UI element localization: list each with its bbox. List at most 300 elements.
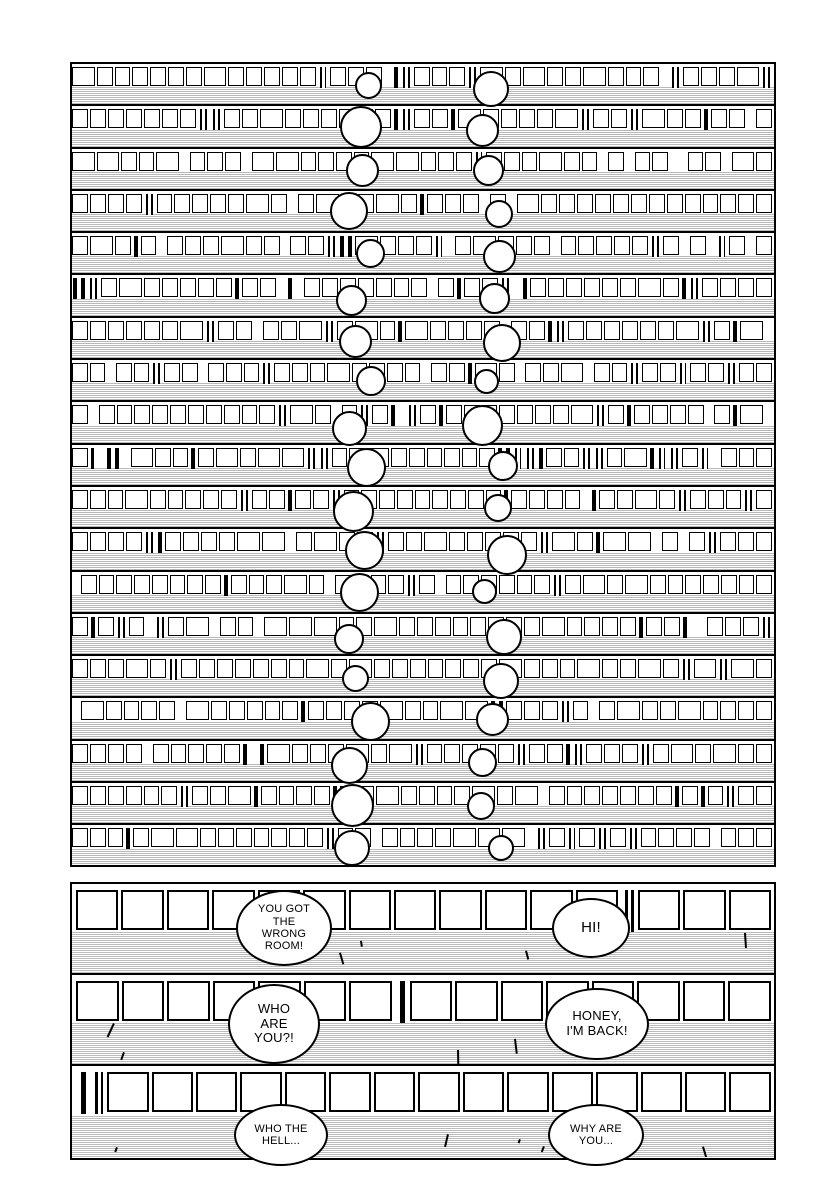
window xyxy=(635,152,651,171)
window xyxy=(507,1072,548,1112)
building-pillar xyxy=(394,67,398,88)
window xyxy=(449,363,465,382)
window xyxy=(224,109,240,128)
window xyxy=(267,744,290,763)
window xyxy=(642,363,658,382)
window xyxy=(610,828,626,847)
speech-balloon-who-the-hell xyxy=(234,1104,328,1166)
window xyxy=(76,890,118,930)
window xyxy=(224,405,240,424)
wall-gap xyxy=(527,828,536,849)
window xyxy=(446,405,462,424)
building-pillar xyxy=(679,490,686,511)
speech-balloon-who-are-you xyxy=(228,984,320,1064)
window xyxy=(708,786,724,805)
building-pillar xyxy=(95,1072,103,1114)
balcony-circle xyxy=(336,285,367,316)
building-pillar xyxy=(763,617,770,638)
building-pillar xyxy=(451,109,455,130)
window xyxy=(167,236,183,255)
wall-gap xyxy=(653,532,662,553)
window xyxy=(420,405,436,424)
window xyxy=(602,617,618,636)
building-pillar xyxy=(457,278,461,299)
wall-gap xyxy=(747,109,756,130)
wall-band xyxy=(72,130,774,147)
window-row xyxy=(72,532,774,553)
window xyxy=(211,701,227,720)
window xyxy=(690,363,706,382)
balcony-circle xyxy=(476,703,509,736)
window xyxy=(431,363,447,382)
window xyxy=(174,194,190,213)
window-row-closeup xyxy=(72,1072,774,1114)
window xyxy=(739,363,755,382)
window xyxy=(549,828,565,847)
wall-band xyxy=(72,214,774,231)
window xyxy=(301,152,317,171)
building-pillar xyxy=(409,405,416,426)
window xyxy=(90,490,106,509)
window xyxy=(394,278,410,297)
window xyxy=(584,617,600,636)
wall-gap xyxy=(287,532,296,553)
window xyxy=(646,617,662,636)
window xyxy=(524,701,540,720)
wall-gap xyxy=(712,448,721,469)
wall-gap xyxy=(90,405,99,426)
window xyxy=(567,786,583,805)
window xyxy=(99,405,115,424)
window xyxy=(168,67,184,86)
window xyxy=(419,575,435,594)
window xyxy=(72,109,88,128)
building-floor xyxy=(72,149,774,191)
window xyxy=(152,405,168,424)
window xyxy=(663,278,679,297)
window xyxy=(756,828,772,847)
window-row xyxy=(72,278,774,299)
wall-gap xyxy=(517,363,526,384)
window xyxy=(117,405,133,424)
window xyxy=(221,490,237,509)
window xyxy=(394,890,436,930)
window xyxy=(543,363,559,382)
window xyxy=(208,363,224,382)
window xyxy=(573,701,589,720)
window xyxy=(157,194,173,213)
window xyxy=(438,278,454,297)
window xyxy=(449,532,465,551)
window xyxy=(322,278,338,297)
window xyxy=(330,67,346,86)
building-pillar xyxy=(518,744,525,765)
window xyxy=(249,575,265,594)
window xyxy=(258,448,280,467)
window xyxy=(423,701,439,720)
window xyxy=(501,109,517,128)
balcony-circle xyxy=(356,366,386,396)
window xyxy=(292,744,308,763)
window xyxy=(620,278,636,297)
window xyxy=(224,744,240,763)
building-pillar xyxy=(126,828,130,849)
building-pillar xyxy=(91,617,95,638)
window xyxy=(614,236,630,255)
building-pillar xyxy=(683,617,687,638)
window xyxy=(728,981,771,1021)
window xyxy=(756,109,772,128)
window xyxy=(144,109,160,128)
building-pillar xyxy=(575,744,582,765)
window xyxy=(702,278,718,297)
window xyxy=(444,448,460,467)
building-pillar xyxy=(224,575,228,596)
window xyxy=(281,321,297,340)
window xyxy=(289,828,305,847)
building-pillar xyxy=(191,448,195,469)
balcony-circle xyxy=(340,106,382,148)
window xyxy=(719,67,735,86)
window xyxy=(694,659,717,678)
window xyxy=(449,67,465,86)
window xyxy=(560,659,576,678)
building-pillar xyxy=(631,363,638,384)
window-row xyxy=(72,490,774,511)
window xyxy=(756,194,772,213)
window xyxy=(466,321,482,340)
window xyxy=(108,828,124,847)
building-pillar xyxy=(596,532,600,553)
window xyxy=(282,701,298,720)
window xyxy=(731,659,754,678)
window xyxy=(126,109,142,128)
balcony-circle xyxy=(487,535,527,575)
window xyxy=(264,236,280,255)
window xyxy=(676,828,692,847)
building-pillar xyxy=(672,67,679,88)
window xyxy=(631,194,647,213)
window xyxy=(456,152,472,171)
window xyxy=(534,575,550,594)
window xyxy=(608,152,624,171)
building-pillar xyxy=(73,278,77,299)
window xyxy=(155,448,171,467)
window xyxy=(470,617,486,636)
window xyxy=(582,152,598,171)
building-pillar xyxy=(213,109,220,130)
window xyxy=(652,152,668,171)
window xyxy=(695,744,711,763)
window xyxy=(150,67,166,86)
window xyxy=(285,109,301,128)
window xyxy=(729,109,745,128)
building-pillar xyxy=(308,448,315,469)
wall-band xyxy=(72,256,774,273)
window xyxy=(586,744,602,763)
window xyxy=(624,448,646,467)
window xyxy=(152,575,168,594)
wall-gap xyxy=(146,617,155,638)
window xyxy=(410,659,426,678)
window xyxy=(667,109,683,128)
building-pillar xyxy=(207,321,214,342)
window xyxy=(81,575,97,594)
window xyxy=(314,532,337,551)
window xyxy=(203,490,219,509)
window xyxy=(416,236,432,255)
window xyxy=(90,828,106,847)
window xyxy=(108,532,124,551)
window xyxy=(720,278,736,297)
window xyxy=(231,575,247,594)
window xyxy=(577,659,600,678)
window xyxy=(683,890,725,930)
window xyxy=(571,405,594,424)
window xyxy=(705,152,721,171)
window xyxy=(218,828,234,847)
window xyxy=(537,109,553,128)
window xyxy=(620,617,636,636)
window xyxy=(756,532,772,551)
window xyxy=(185,490,201,509)
window xyxy=(282,448,304,467)
window xyxy=(401,194,417,213)
window xyxy=(264,617,287,636)
window xyxy=(225,152,241,171)
window xyxy=(720,532,736,551)
wall-band xyxy=(72,595,774,612)
window xyxy=(756,575,772,594)
building-pillar xyxy=(630,828,637,849)
window xyxy=(584,278,600,297)
window xyxy=(659,490,675,509)
window xyxy=(90,659,106,678)
window xyxy=(663,659,679,678)
window xyxy=(132,67,148,86)
window xyxy=(122,981,165,1021)
window xyxy=(374,1072,415,1112)
window xyxy=(159,701,175,720)
window xyxy=(738,532,754,551)
wall-band xyxy=(72,806,774,823)
window xyxy=(72,786,88,805)
building-pillar xyxy=(642,744,649,765)
window xyxy=(534,236,550,255)
window xyxy=(463,194,479,213)
window xyxy=(218,321,234,340)
balloon-line: HI! xyxy=(581,918,601,936)
window xyxy=(265,701,281,720)
wall-gap xyxy=(661,67,670,88)
building-pillar xyxy=(719,236,726,257)
window xyxy=(504,152,520,171)
window xyxy=(740,321,763,340)
window xyxy=(499,575,515,594)
window xyxy=(309,575,325,594)
window xyxy=(517,575,533,594)
panel-building-closeup xyxy=(70,882,776,1160)
window xyxy=(583,575,606,594)
speech-balloon-hi xyxy=(552,898,630,958)
window xyxy=(411,278,427,297)
building-pillar xyxy=(340,236,344,257)
window xyxy=(437,786,453,805)
window xyxy=(315,405,331,424)
balloon-line: WHO xyxy=(257,1001,291,1017)
window xyxy=(134,363,150,382)
window xyxy=(721,448,737,467)
window xyxy=(133,828,149,847)
window xyxy=(126,744,142,763)
window xyxy=(519,109,535,128)
window xyxy=(173,448,189,467)
window xyxy=(235,659,251,678)
wall-band xyxy=(72,1022,774,1064)
window xyxy=(242,405,258,424)
window xyxy=(244,363,260,382)
balcony-circle xyxy=(333,491,374,532)
building-pillar xyxy=(158,532,162,553)
window xyxy=(90,744,106,763)
window xyxy=(541,194,557,213)
balloon-line: I'M BACK! xyxy=(566,1023,628,1038)
building-pillar xyxy=(288,490,292,511)
wall-gap xyxy=(429,278,438,299)
window xyxy=(604,321,620,340)
building-pillar xyxy=(599,828,606,849)
window xyxy=(182,363,198,382)
wall-gap xyxy=(698,617,707,638)
window xyxy=(254,828,270,847)
window xyxy=(634,405,650,424)
wall-gap xyxy=(211,617,220,638)
window xyxy=(388,532,404,551)
window xyxy=(714,321,730,340)
building-pillar xyxy=(91,448,95,469)
window xyxy=(682,786,698,805)
building-pillar xyxy=(583,448,590,469)
window xyxy=(168,617,184,636)
building-floor xyxy=(72,783,774,825)
building-pillar xyxy=(327,828,334,849)
window xyxy=(729,1072,770,1112)
window xyxy=(196,1072,237,1112)
window xyxy=(229,701,245,720)
window xyxy=(701,67,717,86)
window xyxy=(98,617,114,636)
window xyxy=(608,405,624,424)
window xyxy=(660,701,676,720)
building-floor-closeup xyxy=(72,975,774,1066)
window xyxy=(410,981,453,1021)
window xyxy=(756,659,772,678)
window xyxy=(542,701,558,720)
building-pillar xyxy=(408,575,415,596)
window xyxy=(517,194,540,213)
balcony-circle xyxy=(479,283,510,314)
window xyxy=(401,786,417,805)
window xyxy=(515,786,538,805)
balloon-line: WHO THE xyxy=(254,1122,308,1135)
window xyxy=(126,194,142,213)
building-floor xyxy=(72,64,774,106)
window xyxy=(564,448,580,467)
wall-gap xyxy=(144,744,153,765)
window xyxy=(220,617,236,636)
building-floor-closeup xyxy=(72,884,774,975)
building-pillar xyxy=(631,109,638,130)
building-floor xyxy=(72,614,774,656)
window xyxy=(671,744,694,763)
balloon-line: YOU?! xyxy=(253,1030,294,1046)
window xyxy=(417,617,433,636)
window xyxy=(72,67,95,86)
building-pillar xyxy=(596,448,603,469)
window xyxy=(141,236,157,255)
window xyxy=(131,448,153,467)
window xyxy=(162,278,178,297)
window xyxy=(714,405,730,424)
building-pillar xyxy=(733,405,737,426)
speech-balloon-why-are-you xyxy=(548,1104,644,1166)
window xyxy=(638,890,680,930)
window xyxy=(564,152,580,171)
window xyxy=(608,67,624,86)
window xyxy=(455,236,471,255)
wall-gap xyxy=(250,744,259,765)
window xyxy=(116,363,132,382)
window xyxy=(642,109,665,128)
window xyxy=(144,321,160,340)
window xyxy=(553,405,569,424)
window xyxy=(72,617,88,636)
window xyxy=(237,532,260,551)
window xyxy=(349,890,391,930)
window xyxy=(238,617,254,636)
balcony-circle xyxy=(340,573,379,612)
window xyxy=(607,575,623,594)
building-pillar xyxy=(118,617,125,638)
window xyxy=(579,828,595,847)
building-pillar xyxy=(468,363,472,384)
window xyxy=(448,321,464,340)
building-pillar xyxy=(279,405,286,426)
building-pillar xyxy=(554,575,561,596)
window xyxy=(72,194,88,213)
building-pillar xyxy=(733,321,737,342)
window-row xyxy=(72,321,774,342)
window xyxy=(463,659,479,678)
wall-band xyxy=(72,383,774,400)
building-floor xyxy=(72,275,774,317)
wall-gap xyxy=(278,278,287,299)
window xyxy=(638,786,654,805)
window xyxy=(228,194,244,213)
window xyxy=(300,67,316,86)
building-floor xyxy=(72,191,774,233)
wall-band xyxy=(72,510,774,527)
window xyxy=(108,659,124,678)
building-pillar xyxy=(704,109,708,130)
window xyxy=(546,448,562,467)
window xyxy=(180,321,203,340)
wall-gap xyxy=(723,152,732,173)
wall-band xyxy=(72,637,774,654)
window xyxy=(738,786,754,805)
balcony-circle xyxy=(468,748,497,777)
window xyxy=(101,278,117,297)
